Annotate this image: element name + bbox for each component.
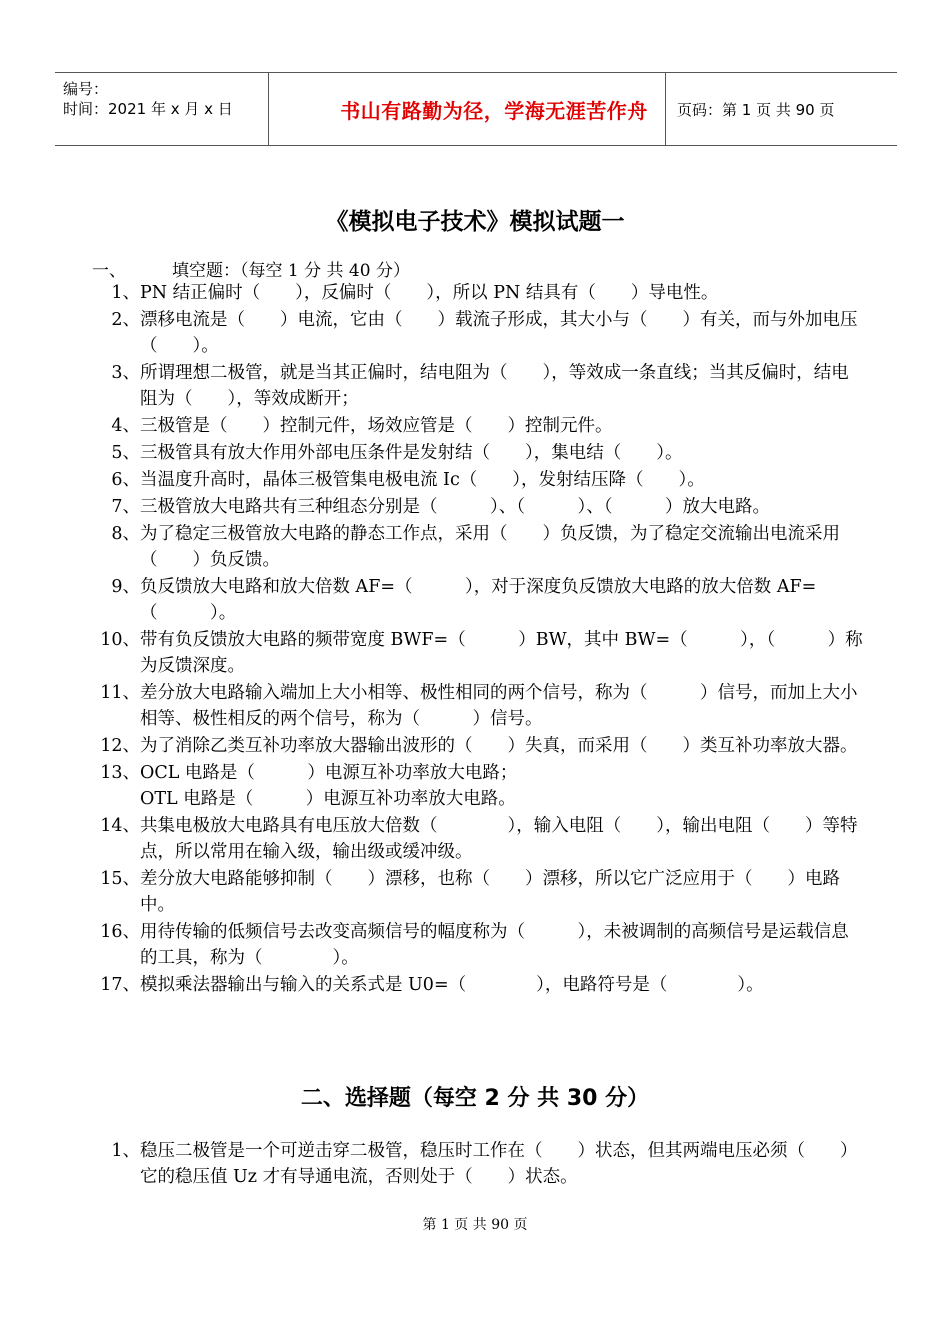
question-number: 1、 bbox=[111, 1141, 140, 1161]
question-item bbox=[0, 1138, 950, 1190]
question-text: 带有负反馈放大电路的频带宽度 BWF=（ ）BW，其中 BW=（ ），（ ）称为反馈深度。 bbox=[140, 630, 863, 676]
question-item bbox=[0, 866, 950, 918]
question-text: 负反馈放大电路和放大倍数 AF=（ ），对于深度负反馈放大电路的放大倍数 AF=（ ）。 bbox=[140, 577, 817, 623]
question-number: 2、 bbox=[111, 310, 140, 330]
header-divider bbox=[665, 73, 666, 145]
serial-label: 编号： bbox=[63, 80, 109, 98]
question-number: 12、 bbox=[100, 736, 140, 756]
page-footer: 第 1 页 共 90 页 bbox=[422, 1217, 528, 1233]
question-number: 16、 bbox=[100, 922, 140, 942]
question-text: 为了消除乙类互补功率放大器输出波形的（ ）失真，而采用（ ）类互补功率放大器。 bbox=[140, 736, 858, 756]
question-number: 11、 bbox=[100, 683, 140, 703]
question-item bbox=[0, 760, 950, 812]
question-text: OCL 电路是（ ）电源互补功率放大电路； OTL 电路是（ ）电源互补功率放大电路。 bbox=[140, 763, 518, 809]
question-text: 所谓理想二极管，就是当其正偏时，结电阻为（ ），等效成一条直线；当其反偏时，结电阻为（ ），等效成断开； bbox=[140, 363, 849, 409]
question-text: 当温度升高时，晶体三极管集电极电流 Ic（ ），发射结压降（ ）。 bbox=[140, 470, 705, 490]
header-motto: 书山有路勤为径，学海无涯苦作舟 bbox=[340, 98, 648, 123]
question-text: 模拟乘法器输出与输入的关系式是 U0=（ ），电路符号是（ ）。 bbox=[140, 975, 764, 995]
question-text: 稳压二极管是一个可逆击穿二极管，稳压时工作在（ ）状态，但其两端电压必须（ ）它的稳压值 Uz 才有导通电流，否则处于（ ）状态。 bbox=[140, 1141, 858, 1187]
section-1-index: 一、 bbox=[92, 261, 126, 281]
question-number: 17、 bbox=[100, 975, 140, 995]
header-page-info: 页码：第 1 页 共 90 页 bbox=[677, 100, 835, 119]
question-text: 三极管放大电路共有三种组态分别是（ ）、（ ）、（ ）放大电路。 bbox=[140, 497, 770, 517]
question-item bbox=[0, 972, 950, 998]
document-title: 《模拟电子技术》模拟试题一 bbox=[325, 209, 625, 235]
section-1-label: 填空题：（每空 1 分 共 40 分） bbox=[172, 261, 410, 281]
question-text: 三极管具有放大作用外部电压条件是发射结（ ），集电结（ ）。 bbox=[140, 443, 683, 463]
question-number: 10、 bbox=[100, 630, 140, 650]
question-text: 差分放大电路输入端加上大小相等、极性相同的两个信号，称为（ ）信号，而加上大小相等、极性相反的两个信号，称为（ ）信号。 bbox=[140, 683, 858, 729]
question-number: 14、 bbox=[100, 816, 140, 836]
fill-in-question-list bbox=[0, 280, 950, 999]
question-item bbox=[0, 467, 950, 493]
question-item bbox=[0, 413, 950, 439]
question-text: 用待传输的低频信号去改变高频信号的幅度称为（ ），未被调制的高频信号是运载信息的工具，称为（ ）。 bbox=[140, 922, 849, 968]
section-1-heading bbox=[92, 256, 410, 281]
question-text: 三极管是（ ）控制元件，场效应管是（ ）控制元件。 bbox=[140, 416, 613, 436]
question-text: 差分放大电路能够抑制（ ）漂移，也称（ ）漂移，所以它广泛应用于（ ）电路中。 bbox=[140, 869, 840, 915]
question-text: PN 结正偏时（ ），反偏时（ ），所以 PN 结具有（ ）导电性。 bbox=[140, 283, 719, 303]
question-item bbox=[0, 680, 950, 732]
question-item bbox=[0, 280, 950, 306]
question-number: 3、 bbox=[111, 363, 140, 383]
question-item bbox=[0, 360, 950, 412]
question-item bbox=[0, 733, 950, 759]
question-text: 漂移电流是（ ）电流，它由（ ）载流子形成，其大小与（ ）有关，而与外加电压（ ）。 bbox=[140, 310, 858, 356]
question-item bbox=[0, 574, 950, 626]
question-number: 6、 bbox=[111, 470, 140, 490]
question-number: 9、 bbox=[111, 577, 140, 597]
time-label: 时间：2021 年 x 月 x 日 bbox=[63, 100, 233, 118]
header-meta bbox=[63, 79, 268, 119]
question-item bbox=[0, 521, 950, 573]
question-number: 7、 bbox=[111, 497, 140, 517]
question-item bbox=[0, 919, 950, 971]
question-number: 4、 bbox=[111, 416, 140, 436]
question-item bbox=[0, 307, 950, 359]
question-item bbox=[0, 494, 950, 520]
section-2-heading: 二、选择题（每空 2 分 共 30 分） bbox=[300, 1086, 650, 1111]
question-number: 8、 bbox=[111, 524, 140, 544]
question-item bbox=[0, 627, 950, 679]
question-number: 15、 bbox=[100, 869, 140, 889]
question-number: 13、 bbox=[100, 763, 140, 783]
question-number: 1、 bbox=[111, 283, 140, 303]
question-number: 5、 bbox=[111, 443, 140, 463]
choice-question-list bbox=[0, 1138, 950, 1191]
question-item bbox=[0, 440, 950, 466]
page-header bbox=[55, 72, 897, 146]
question-text: 共集电极放大电路具有电压放大倍数（ ），输入电阻（ ），输出电阻（ ）等特点，所以常用在输入级，输出级或缓冲级。 bbox=[140, 816, 858, 862]
question-item bbox=[0, 813, 950, 865]
question-text: 为了稳定三极管放大电路的静态工作点，采用（ ）负反馈，为了稳定交流输出电流采用（ ）负反馈。 bbox=[140, 524, 840, 570]
